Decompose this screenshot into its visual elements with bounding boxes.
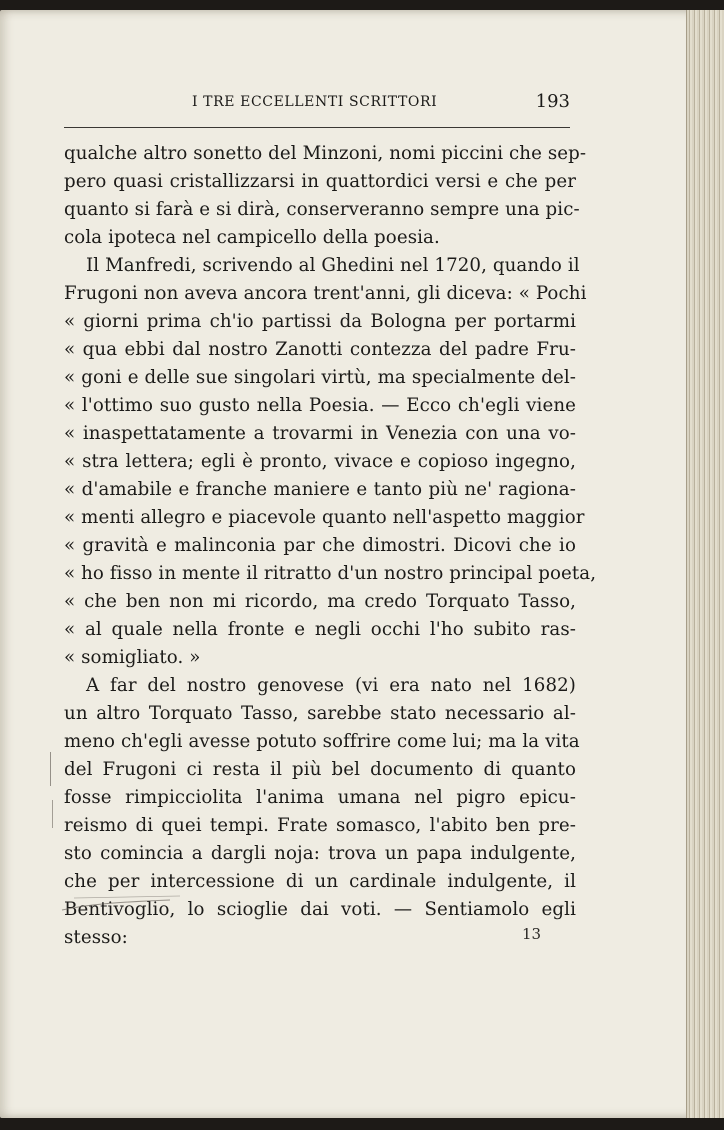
text-line: « somigliato. » — [64, 647, 201, 668]
text-line: pero quasi cristallizzarsi in quattordici versi e che per — [64, 171, 576, 192]
text-line: « giorni prima ch'io partissi da Bologna per portarmi — [64, 311, 576, 332]
text-line: stesso: — [64, 927, 128, 948]
text-line: meno ch'egli avesse potuto soffrire come lui; ma la vita — [64, 731, 580, 752]
top-dark-border — [0, 0, 724, 10]
running-title: I TRE ECCELLENTI SCRITTORI — [192, 94, 438, 110]
page-number: 193 — [535, 91, 570, 112]
header-rule — [64, 127, 570, 128]
text-line: « d'amabile e franche maniere e tanto più ne' ragiona- — [64, 479, 576, 500]
text-line: sto comincia a dargli noja: trova un papa indulgente, — [64, 843, 576, 864]
text-line: « qua ebbi dal nostro Zanotti contezza del padre Fru- — [64, 339, 576, 360]
signature-mark: 13 — [522, 925, 542, 943]
text-line: qualche altro sonetto del Minzoni, nomi piccini che sep- — [64, 143, 587, 164]
text-line: reismo di quei tempi. Frate somasco, l'abito ben pre- — [64, 815, 576, 836]
pencil-margin-mark — [52, 800, 53, 828]
text-line: Frugoni non aveva ancora trent'anni, gli diceva: « Pochi — [64, 283, 587, 304]
text-line: « l'ottimo suo gusto nella Poesia. — Ecco ch'egli viene — [64, 395, 576, 416]
text-line: Il Manfredi, scrivendo al Ghedini nel 1720, quando il — [86, 255, 580, 276]
text-line: un altro Torquato Tasso, sarebbe stato necessario al- — [64, 703, 576, 724]
text-line: Bentivoglio, lo scioglie dai voti. — Sentiamolo egli — [64, 899, 576, 920]
text-line: « stra lettera; egli è pronto, vivace e copioso ingegno, — [64, 451, 576, 472]
page-stack-edge — [686, 10, 724, 1118]
bottom-dark-border — [0, 1118, 724, 1130]
text-line: « menti allegro e piacevole quanto nell'aspetto maggior — [64, 507, 585, 528]
text-line: « ho fisso in mente il ritratto d'un nostro principal poeta, — [64, 563, 597, 584]
text-line: che per intercessione di un cardinale indulgente, il — [64, 871, 576, 892]
text-line: quanto si farà e si dirà, conserveranno sempre una pic- — [64, 199, 580, 220]
text-line: cola ipoteca nel campicello della poesia. — [64, 227, 440, 248]
text-line: del Frugoni ci resta il più bel documento di quanto — [64, 759, 576, 780]
text-line: « goni e delle sue singolari virtù, ma specialmente del- — [64, 367, 576, 388]
text-line: A far del nostro genovese (vi era nato nel 1682) — [86, 675, 576, 696]
pencil-margin-mark — [50, 752, 51, 786]
body-text — [64, 140, 597, 952]
running-header — [64, 91, 570, 118]
pencil-underline — [60, 876, 210, 916]
text-line: « che ben non mi ricordo, ma credo Torquato Tasso, — [64, 591, 576, 612]
text-line: « inaspettatamente a trovarmi in Venezia con una vo- — [64, 423, 576, 444]
text-line: fosse rimpicciolita l'anima umana nel pigro epicu- — [64, 787, 576, 808]
text-line: « gravità e malinconia par che dimostri. Dicovi che io — [64, 535, 576, 556]
text-line: « al quale nella fronte e negli occhi l'ho subito ras- — [64, 619, 576, 640]
